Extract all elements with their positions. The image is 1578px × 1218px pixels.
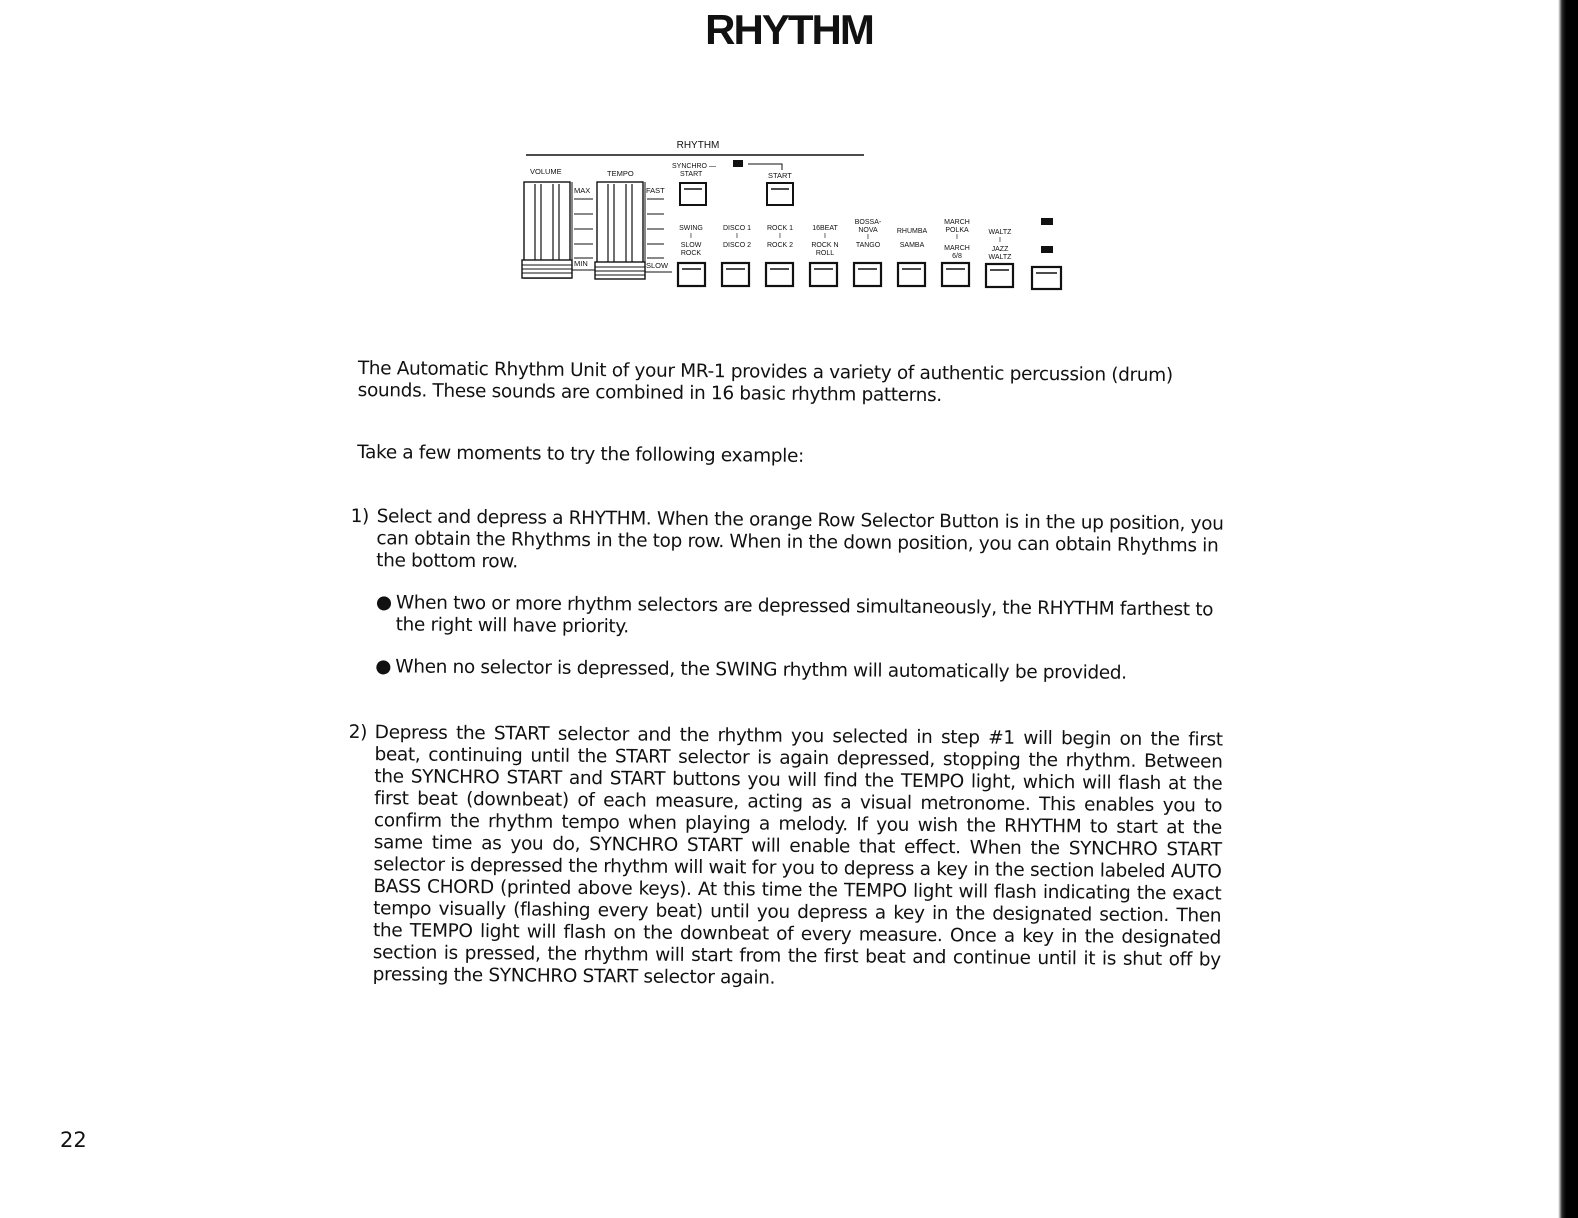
note-priority	[356, 592, 1224, 644]
start-button[interactable]	[767, 183, 793, 205]
tempo-light-indicator	[733, 160, 743, 167]
rhythm-button-disco[interactable]	[722, 263, 749, 286]
rhythm-button-swing[interactable]	[678, 263, 705, 286]
page-title: RHYTHM	[705, 6, 873, 53]
svg-text:TANGO: TANGO	[855, 242, 881, 249]
svg-text:SAMBA: SAMBA	[899, 242, 925, 249]
bullet-icon: ●	[375, 656, 392, 678]
rhythm-button-bossa-nova[interactable]	[854, 263, 881, 286]
svg-text:SWING: SWING	[679, 225, 703, 232]
page-number: 22	[60, 1128, 87, 1152]
volume-slider[interactable]	[522, 182, 596, 278]
svg-text:I: I	[690, 233, 692, 240]
tempo-slow-label: SLOW	[646, 261, 669, 270]
step-1	[350, 505, 1225, 580]
svg-text:ROCK N: ROCK N	[811, 242, 839, 249]
svg-text:6/8: 6/8	[952, 253, 962, 260]
rhythm-label-march	[944, 219, 970, 260]
bullet-icon: ●	[375, 592, 392, 614]
rhythm-button-rock[interactable]	[766, 263, 793, 286]
rhythm-selector-labels	[679, 219, 1012, 261]
row-indicator-bottom	[1041, 246, 1053, 253]
rhythm-panel-diagram	[0, 0, 1578, 320]
tempo-label: TEMPO	[607, 169, 634, 178]
volume-max-label: MAX	[574, 186, 591, 195]
svg-text:I: I	[824, 233, 826, 240]
svg-text:I: I	[779, 233, 781, 240]
svg-text:I: I	[736, 233, 738, 240]
step-2-text: Depress the START selector and the rhythm you selected in step #1 will begin on the first beat, continuing until the START selector is again depressed, stopping the rhythm. Between the SYNCHRO START and START buttons you will find the TEMPO light, which will flash at the first beat (downbeat) of each measure, acting as a visual metronome. This enables you to confirm the rhythm tempo when playing a melody. If you wish the RHYTHM to start at the same time as you do, SYNCHRO START will enable that effect. When the SYNCHRO START selector is depressed the rhythm will wait for you to depress a key in the section labeled AUTO BASS CHORD (printed above keys). At this time the TEMPO light will flash indicating the exact tempo visually (flashing every beat) until you depress a key in the designated section. Then the TEMPO light will flash on the downbeat of every measure. Once a key in the designated section is pressed, the rhythm will start from the first beat and continue until it is shut off by pressing the SYNCHRO START selector again.	[372, 722, 1223, 989]
synchro-start-label-bottom: START	[680, 171, 703, 178]
step-1-number: 1)	[350, 505, 370, 528]
svg-text:MARCH: MARCH	[944, 245, 970, 252]
rhythm-instructions	[348, 358, 1226, 994]
tempo-light-connector	[748, 164, 782, 170]
start-label: START	[768, 171, 792, 180]
svg-text:ROLL: ROLL	[815, 250, 835, 257]
rhythm-label-swing	[679, 225, 703, 257]
svg-text:DISCO 1: DISCO 1	[722, 225, 752, 232]
rhythm-button-16beat[interactable]	[810, 263, 837, 286]
note-priority-text: When two or more rhythm selectors are depressed simultaneously, the RHYTHM farthest to the right will have priority.	[395, 592, 1214, 638]
rhythm-button-march[interactable]	[942, 263, 969, 286]
rhythm-button-waltz[interactable]	[986, 264, 1013, 287]
synchro-start-button[interactable]	[680, 183, 706, 205]
svg-text:I: I	[999, 237, 1001, 244]
row-selector-button[interactable]	[1032, 267, 1061, 289]
svg-text:16BEAT: 16BEAT	[812, 225, 838, 232]
row-indicator-top	[1041, 218, 1053, 225]
step-2-number: 2)	[348, 721, 368, 744]
rhythm-button-rhumba[interactable]	[898, 263, 925, 286]
tempo-fast-label: FAST	[646, 186, 665, 195]
rhythm-label-bossa-nova	[855, 219, 882, 249]
svg-text:JAZZ: JAZZ	[991, 246, 1009, 253]
svg-text:WALTZ: WALTZ	[988, 254, 1012, 261]
volume-min-label: MIN	[574, 259, 588, 268]
svg-text:WALTZ: WALTZ	[988, 229, 1012, 236]
rhythm-label-waltz	[989, 229, 1013, 261]
svg-text:ROCK 2: ROCK 2	[766, 242, 794, 249]
svg-text:MARCH: MARCH	[944, 219, 970, 226]
svg-text:DISCO 2: DISCO 2	[722, 242, 752, 249]
rhythm-label-disco	[723, 225, 751, 249]
rhythm-label-16beat	[811, 225, 838, 257]
rhythm-label-rhumba	[897, 228, 928, 249]
tempo-slider[interactable]	[595, 182, 672, 279]
svg-text:RHUMBA: RHUMBA	[896, 228, 928, 235]
step-2	[348, 721, 1223, 994]
volume-slider-knob[interactable]	[522, 260, 572, 278]
svg-text:ROCK 1: ROCK 1	[766, 225, 794, 232]
step-1-text: Select and depress a RHYTHM. When the orange Row Selector Button is in the up position, you can obtain the Rhythms in the top row. When in the down position, you can obtain Rhythms in the bottom row.	[376, 506, 1224, 573]
svg-text:BOSSA-: BOSSA-	[854, 219, 882, 226]
rhythm-label-rock	[767, 225, 793, 249]
note-default-swing-text: When no selector is depressed, the SWING rhythm will automatically be provided.	[395, 656, 1127, 684]
svg-text:SLOW: SLOW	[680, 242, 702, 249]
svg-text:I: I	[867, 234, 869, 241]
svg-text:I: I	[956, 234, 958, 241]
panel-header: RHYTHM	[676, 140, 720, 151]
note-default-swing	[355, 656, 1223, 686]
tempo-slider-knob[interactable]	[595, 262, 645, 279]
synchro-start-label-top: SYNCHRO —	[672, 163, 716, 170]
intro-paragraph: The Automatic Rhythm Unit of your MR-1 provides a variety of authentic percussion (drum) sounds. These sounds are combined in 16 basic rhythm patterns.	[357, 358, 1173, 407]
svg-text:ROCK: ROCK	[680, 250, 702, 257]
example-prompt: Take a few moments to try the following example:	[357, 441, 804, 467]
svg-text:NOVA: NOVA	[858, 227, 878, 234]
svg-text:POLKA: POLKA	[945, 227, 969, 234]
volume-label: VOLUME	[530, 167, 562, 176]
